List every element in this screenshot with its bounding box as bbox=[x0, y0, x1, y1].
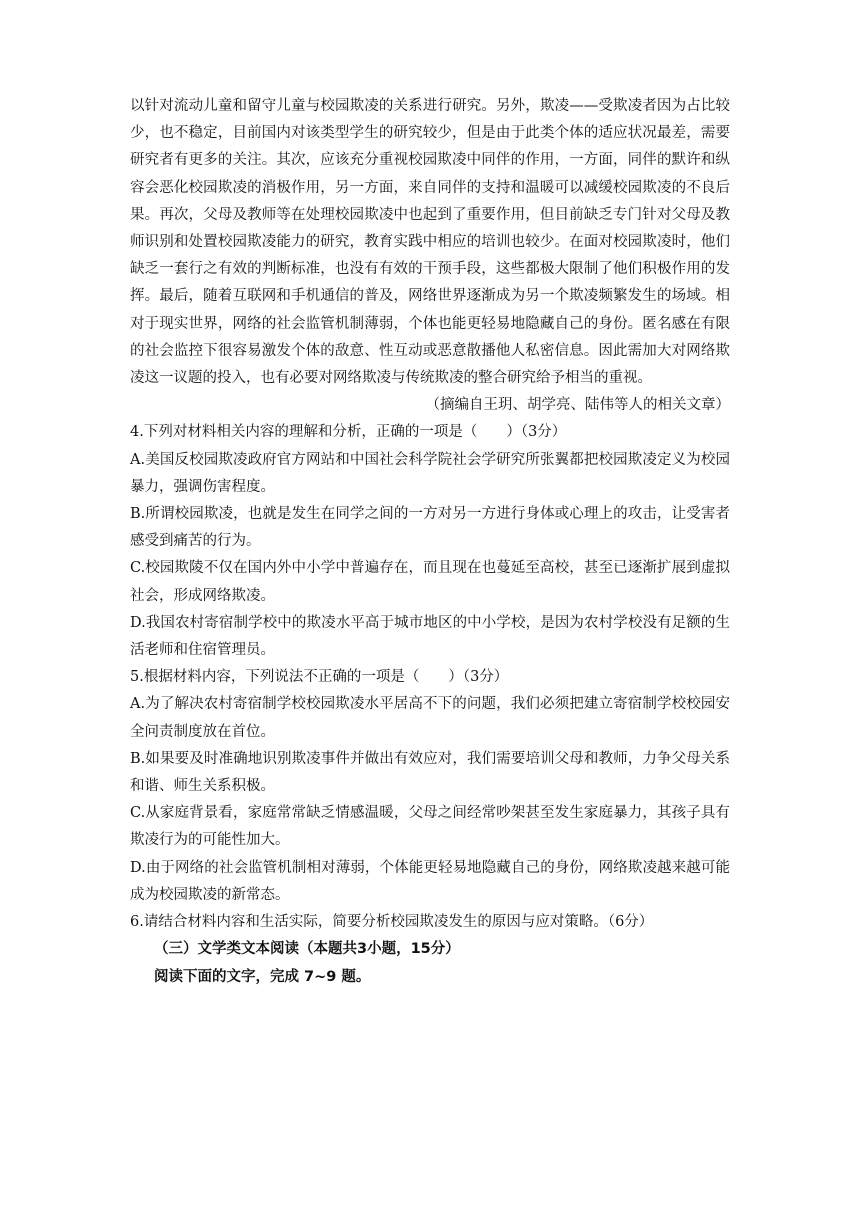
passage-paragraph: 以针对流动儿童和留守儿童与校园欺凌的关系进行研究。另外，欺凌——受欺凌者因为占比较少，也不稳定，目前国内对该类型学生的研究较少，但是由于此类个体的适应状况最差，需要研究者有更多的关注。其次，应该充分重视校园欺凌中同伴的作用，一方面，同伴的默许和纵容会恶化校园欺凌的消极作用，另一方面，来自同伴的支持和温暖可以减缓校园欺凌的不良后果。再次，父母及教师等在处理校园欺凌中也起到了重要作用，但目前缺乏专门针对父母及教师识别和处置校园欺凌能力的研究，教育实践中相应的培训也较少。在面对校园欺凌时，他们缺乏一套行之有效的判断标准，也没有有效的干预手段，这些都极大限制了他们积极作用的发挥。最后，随着互联网和手机通信的普及，网络世界逐渐成为另一个欺凌频繁发生的场域。相对于现实世界，网络的社会监管机制薄弱，个体也能更轻易地隐藏自己的身份。匿名感在有限的社会监控下很容易激发个体的敌意、性互动或恶意散播他人私密信息。因此需加大对网络欺凌这一议题的投入，也有必要对网络欺凌与传统欺凌的整合研究给予相当的重视。 bbox=[130, 98, 730, 387]
section-heading: （三）文学类文本阅读（本题共3小题，15分） bbox=[154, 941, 460, 958]
question-stem: 6.请结合材料内容和生活实际，简要分析校园欺凌发生的原因与应对策略。（6分） bbox=[130, 914, 654, 931]
question-4 bbox=[130, 419, 730, 664]
option-d: D.我国农村寄宿制学校中的欺凌水平高于城市地区的中小学校，是因为农村学校没有足额的生活老师和住宿管理员。 bbox=[130, 614, 730, 659]
option-a: A.美国反校园欺凌政府官方网站和中国社会科学院社会学研究所张翼都把校园欺凌定义为校园暴力，强调伤害程度。 bbox=[130, 451, 730, 495]
option-a: A.为了解决农村寄宿制学校校园欺凌水平居高不下的问题，我们必须把建立寄宿制学校校园安全问责制度放在首位。 bbox=[130, 696, 730, 740]
passage-source: （摘编自王玥、胡学亮、陆伟等人的相关文章） bbox=[425, 397, 730, 414]
document-page bbox=[130, 93, 730, 991]
question-stem: 5.根据材料内容，下列说法不正确的一项是（ ）（3分） bbox=[130, 669, 509, 686]
option-b: B.如果要及时准确地识别欺凌事件并做出有效应对，我们需要培训父母和教师，力争父母关系和谐、师生关系积极。 bbox=[130, 750, 730, 795]
question-6 bbox=[130, 909, 730, 936]
section-instruction: 阅读下面的文字，完成 7~9 题。 bbox=[154, 968, 371, 985]
option-c: C.从家庭背景看，家庭常常缺乏情感温暖，父母之间经常吵架甚至发生家庭暴力，其孩子具有欺凌行为的可能性加大。 bbox=[130, 805, 730, 849]
question-5 bbox=[130, 664, 730, 909]
option-c: C.校园欺陵不仅在国内外中小学中普遍存在，而且现在也蔓延至高校，甚至已逐渐扩展到虚拟社会，形成网络欺凌。 bbox=[130, 560, 730, 604]
option-b: B.所谓校园欺凌，也就是发生在同学之间的一方对另一方进行身体或心理上的攻击，让受害者感受到痛苦的行为。 bbox=[130, 506, 730, 550]
option-d: D.由于网络的社会监管机制相对薄弱，个体能更轻易地隐藏自己的身份，网络欺凌越来越可能成为校园欺凌的新常态。 bbox=[130, 859, 730, 903]
question-stem: 4.下列对材料相关内容的理解和分析，正确的一项是（ ）（3分） bbox=[130, 424, 567, 441]
